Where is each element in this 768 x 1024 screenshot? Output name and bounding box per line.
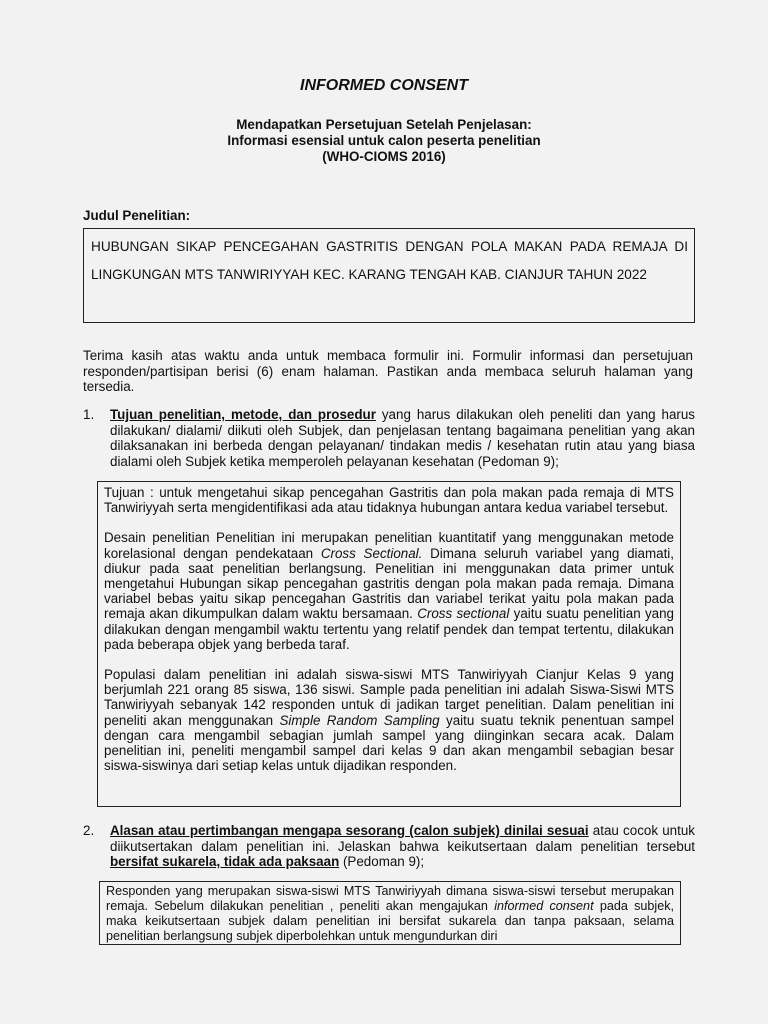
section-item-1 — [83, 407, 695, 469]
item-body: yang harus dilakukan oleh peneliti dan yang harus dilakukan/ dialami/ diikuti oleh Subjek, dan penjelasan tentang bagaimana penelitian yang akan dilaksanakan ini berbeda dengan pelayanan/ tindakan medis / kesehatan rutin atau yang biasa dialami oleh Subjek ketika memperoleh pelayanan kesehatan (Pedoman 9); — [110, 407, 695, 469]
answer-box-2: Responden yang merupakan siswa-siswi MTS Tanwiriyyah dimana siswa-siswi tersebut merupakan remaja. Sebelum dilakukan penelitian , peneliti akan mengajukan informed consent pada subjek, maka keikutsertaan subjek dalam penelitian ini bersifat sukarela dan tanpa paksaan, selama penelitian berlangsung subjek diperbolehkan untuk mengundurkan diri — [99, 881, 681, 945]
item-heading-b: bersifat sukarela, tidak ada paksaan — [110, 854, 340, 869]
box1-paragraph-2: Desain penelitian Penelitian ini merupakan penelitian kuantitatif yang menggunakan metode korelasional dengan pendekataan Cross Sectional. Dimana seluruh variabel yang diamati, diukur pada saat penelitian berlangsung. Penelitian ini menggunakan data primer untuk mengetahui Hubungan sikap pencegahan gastritis dengan pola makan pada remaja. Dimana variabel bebas yaitu sikap pencegahan Gastritis dan variabel terikat yaitu pola makan pada remaja akan dikumpulkan dalam waktu bersamaan. Cross sectional yaitu suatu penelitian yang dilakukan dengan mengambil waktu tertentu yang relatif pendek dan tempat tertentu, dilakukan pada beberapa objek yang berbeda taraf. — [104, 530, 675, 652]
research-title-label: Judul Penelitian: — [83, 208, 191, 223]
item-text — [110, 407, 695, 469]
research-title-box — [83, 228, 695, 323]
research-title-text: HUBUNGAN SIKAP PENCEGAHAN GASTRITIS DENGAN POLA MAKAN PADA REMAJA DI LINGKUNGAN MTS TANWIRIYYAH KEC. KARANG TENGAH KAB. CIANJUR TAHUN 2022 — [91, 239, 688, 282]
box1-paragraph-1: Tujuan : untuk mengetahui sikap pencegahan Gastritis dan pola makan pada remaja di MTS Tanwiriyyah serta mengidentifikasi ada atau tidaknya hubungan antara kedua variabel tersebut. — [104, 485, 674, 516]
subtitle-line-2: Informasi esensial untuk calon peserta penelitian — [227, 133, 541, 148]
answer-box-1 — [97, 481, 681, 807]
subtitle-line-3: (WHO-CIOMS 2016) — [322, 149, 446, 164]
intro-paragraph: Terima kasih atas waktu anda untuk membaca formulir ini. Formulir informasi dan persetujuan responden/partisipan berisi (6) enam halaman. Pastikan anda membaca seluruh halaman yang tersedia. — [83, 348, 693, 394]
section-item-2 — [83, 823, 695, 870]
item-number: 1. — [83, 407, 95, 422]
item-heading: Tujuan penelitian, metode, dan prosedur — [110, 407, 376, 422]
box1-paragraph-3: Populasi dalam penelitian ini adalah siswa-siswi MTS Tanwiriyyah Cianjur Kelas 9 yang berjumlah 221 orang 85 siswa, 136 siswi. Sample pada penelitian ini adalah Siswa-Siswi MTS Tanwiriyyah sebanyak 142 responden untuk di jadikan target penelitian. Dalam penelitian ini peneliti akan menggunakan Simple Random Sampling yaitu suatu teknik penentuan sampel dengan cara mengambil sebagian jumlah sampel yang diinginkan secara acak. Dalam penelitian ini, peneliti mengambil sampel dari kelas 9 dan akan mengambil sebagian besar siswa-siswinya dari setiap kelas untuk dijadikan responden. — [104, 667, 675, 774]
document-subtitle — [0, 117, 768, 165]
item-heading: Alasan atau pertimbangan mengapa sesorang (calon subjek) dinilai sesuai — [110, 823, 589, 838]
document-title: INFORMED CONSENT — [300, 77, 468, 94]
item-number: 2. — [83, 823, 95, 838]
subtitle-line-1: Mendapatkan Persetujuan Setelah Penjelasan: — [236, 117, 532, 132]
item-text: Alasan atau pertimbangan mengapa sesorang (calon subjek) dinilai sesuai atau cocok untuk diikutsertakan dalam penelitian ini. Jelaskan bahwa keikutsertaan dalam penelitian tersebut bersifat sukarela, tidak ada paksaan (Pedoman 9); — [110, 823, 695, 869]
